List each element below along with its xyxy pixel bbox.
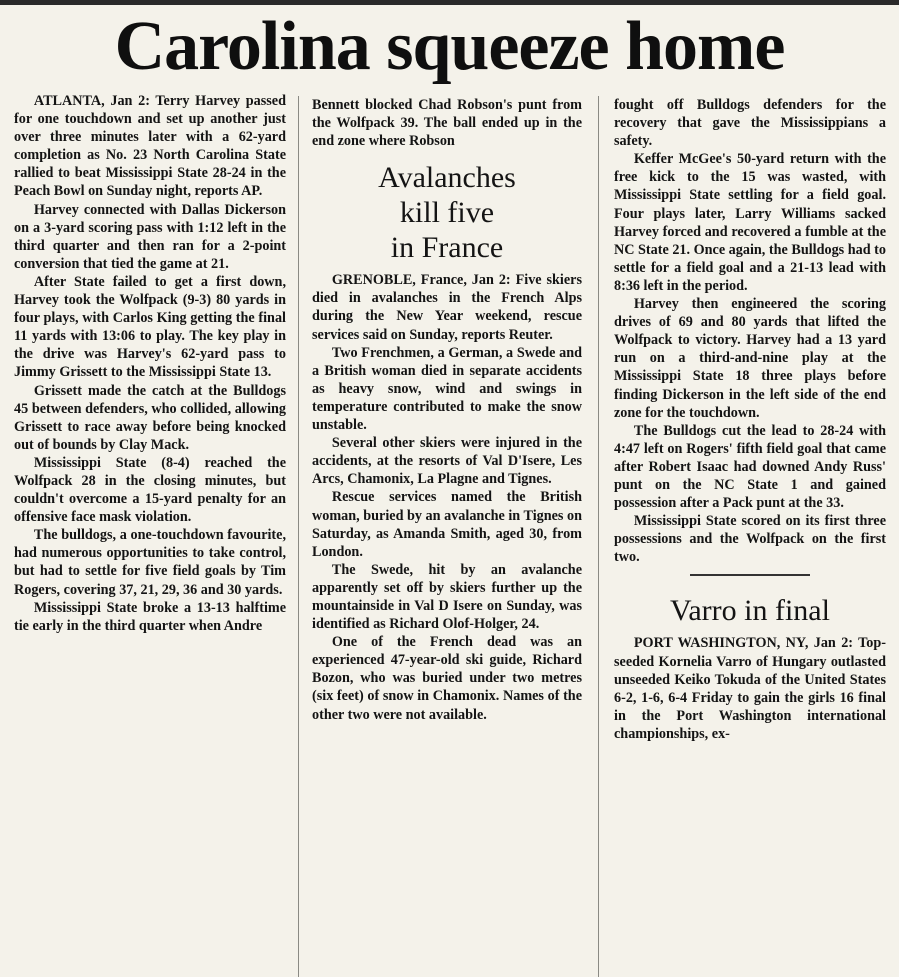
column-divider <box>298 96 299 977</box>
story1-paragraph: Mississippi State broke a 13-13 halftime tie early in the third quarter when Andre <box>14 599 286 634</box>
story2-paragraph: Several other skiers were injured in the accidents, at the resorts of Val D'Isere, Les Arcs, Chamonix, La Plagne and Tignes. <box>312 435 582 488</box>
story3-paragraph: PORT WASHINGTON, NY, Jan 2: Top-seeded Kornelia Varro of Hungary outlasted unseeded Keiko Tokuda of the United States 6-2, 1-6, 6-4 Friday to gain the girls 16 final in the Port Washington international championships, ex- <box>614 635 886 742</box>
story2-paragraph: Rescue services named the British woman, buried by an avalanche in Tignes on Saturday, as Amanda Smith, aged 30, from London. <box>312 489 582 560</box>
story2-headline-line: in France <box>390 231 504 265</box>
story1-continued-paragraph: Bennett blocked Chad Robson's punt from the Wolfpack 39. The ball ended up in the end zone where Robson <box>312 97 582 150</box>
story1-paragraph: Mississippi State scored on its first three possessions and the Wolfpack on the first two. <box>614 513 886 566</box>
story2-headline-line: Avalanches <box>378 161 516 195</box>
story1-paragraph: Mississippi State (8-4) reached the Wolfpack 28 in the closing minutes, but couldn't overcome a 15-yard penalty for an offensive face mask violation. <box>14 454 286 526</box>
page-headline: Carolina squeeze home <box>114 8 785 85</box>
story2-headline <box>312 160 582 265</box>
story2-paragraph: One of the French dead was an experienced 47-year-old ski guide, Richard Bozon, who was buried under two metres (six feet) of snow in Chamonix. Names of the other two were not available. <box>312 634 582 723</box>
column-1 <box>14 92 286 977</box>
column-3 <box>614 96 886 977</box>
top-border <box>0 0 899 5</box>
column-divider <box>598 96 599 977</box>
story1-paragraph: The bulldogs, a one-touchdown favourite, had numerous opportunities to take control, but had to settle for five field goals by Tim Rogers, covering 37, 21, 29, 36 and 30 yards. <box>14 527 286 598</box>
story1-paragraph: The Bulldogs cut the lead to 28-24 with 4:47 left on Rogers' fifth field goal that came after Robert Isaac had downed Andy Russ' punt on the NC State 1 and gained possession after a Pack punt at the 33. <box>614 422 886 512</box>
story2-paragraph: The Swede, hit by an avalanche apparently set off by skiers further up the mountainside in Val D Isere on Sunday, was identified as Richard Olof-Holger, 24. <box>312 561 582 633</box>
story1-paragraph: Keffer McGee's 50-yard return with the free kick to the 15 was wasted, with Mississippi State settling for a field goal. Four plays later, Larry Williams sacked Harvey forced and recovered a fumble at the NC State 21. Once again, the Bulldogs had to settle for a field goal and a 21-13 lead with 8:36 left in the period. <box>614 151 886 294</box>
column-2 <box>312 96 582 977</box>
story1-paragraph: Harvey connected with Dallas Dickerson on a 3-yard scoring pass with 1:12 left in the third quarter and then ran for a 2-point conversion that tied the game at 21. <box>14 201 286 272</box>
story1-paragraph: Harvey then engineered the scoring drives of 69 and 80 yards that lifted the Wolfpack to victory. Harvey had a 13 yard run on a third-and-nine play at the Mississippi State 18 three plays before finding Dickerson in the left side of the end zone for the touchdown. <box>614 296 886 421</box>
story2-paragraph: Two Frenchmen, a German, a Swede and a British woman died in separate accidents as heavy snow, wind and swings in temperature contributed to make the snow unstable. <box>312 344 582 434</box>
story1-paragraph: After State failed to get a first down, Harvey took the Wolfpack (9-3) 80 yards in four plays, with Carlos King getting the final 11 yards with 13:06 to play. The key play in the drive was Harvey's 62-yard pass to Jimmy Grissett to the Mississippi State 13. <box>14 273 286 381</box>
story3-headline: Varro in final <box>670 594 830 628</box>
story2-headline-line: kill five <box>399 196 495 230</box>
story1-paragraph: Grissett made the catch at the Bulldogs 45 between defenders, who collided, allowing Grissett to race away before being knocked out of bounds by Clay Mack. <box>14 382 286 453</box>
story2-paragraph: GRENOBLE, France, Jan 2: Five skiers died in avalanches in the French Alps during the New Year weekend, rescue services said on Sunday, reports Reuter. <box>312 272 582 343</box>
story1-paragraph: fought off Bulldogs defenders for the recovery that gave the Mississippians a safety. <box>614 97 886 150</box>
story-separator-rule <box>690 574 810 576</box>
story1-paragraph: ATLANTA, Jan 2: Terry Harvey passed for one touchdown and set up another just over three minutes later with a 62-yard completion as No. 23 North Carolina State rallied to beat Mississippi State 28-24 in the Peach Bowl on Sunday night, reports AP. <box>14 93 286 200</box>
